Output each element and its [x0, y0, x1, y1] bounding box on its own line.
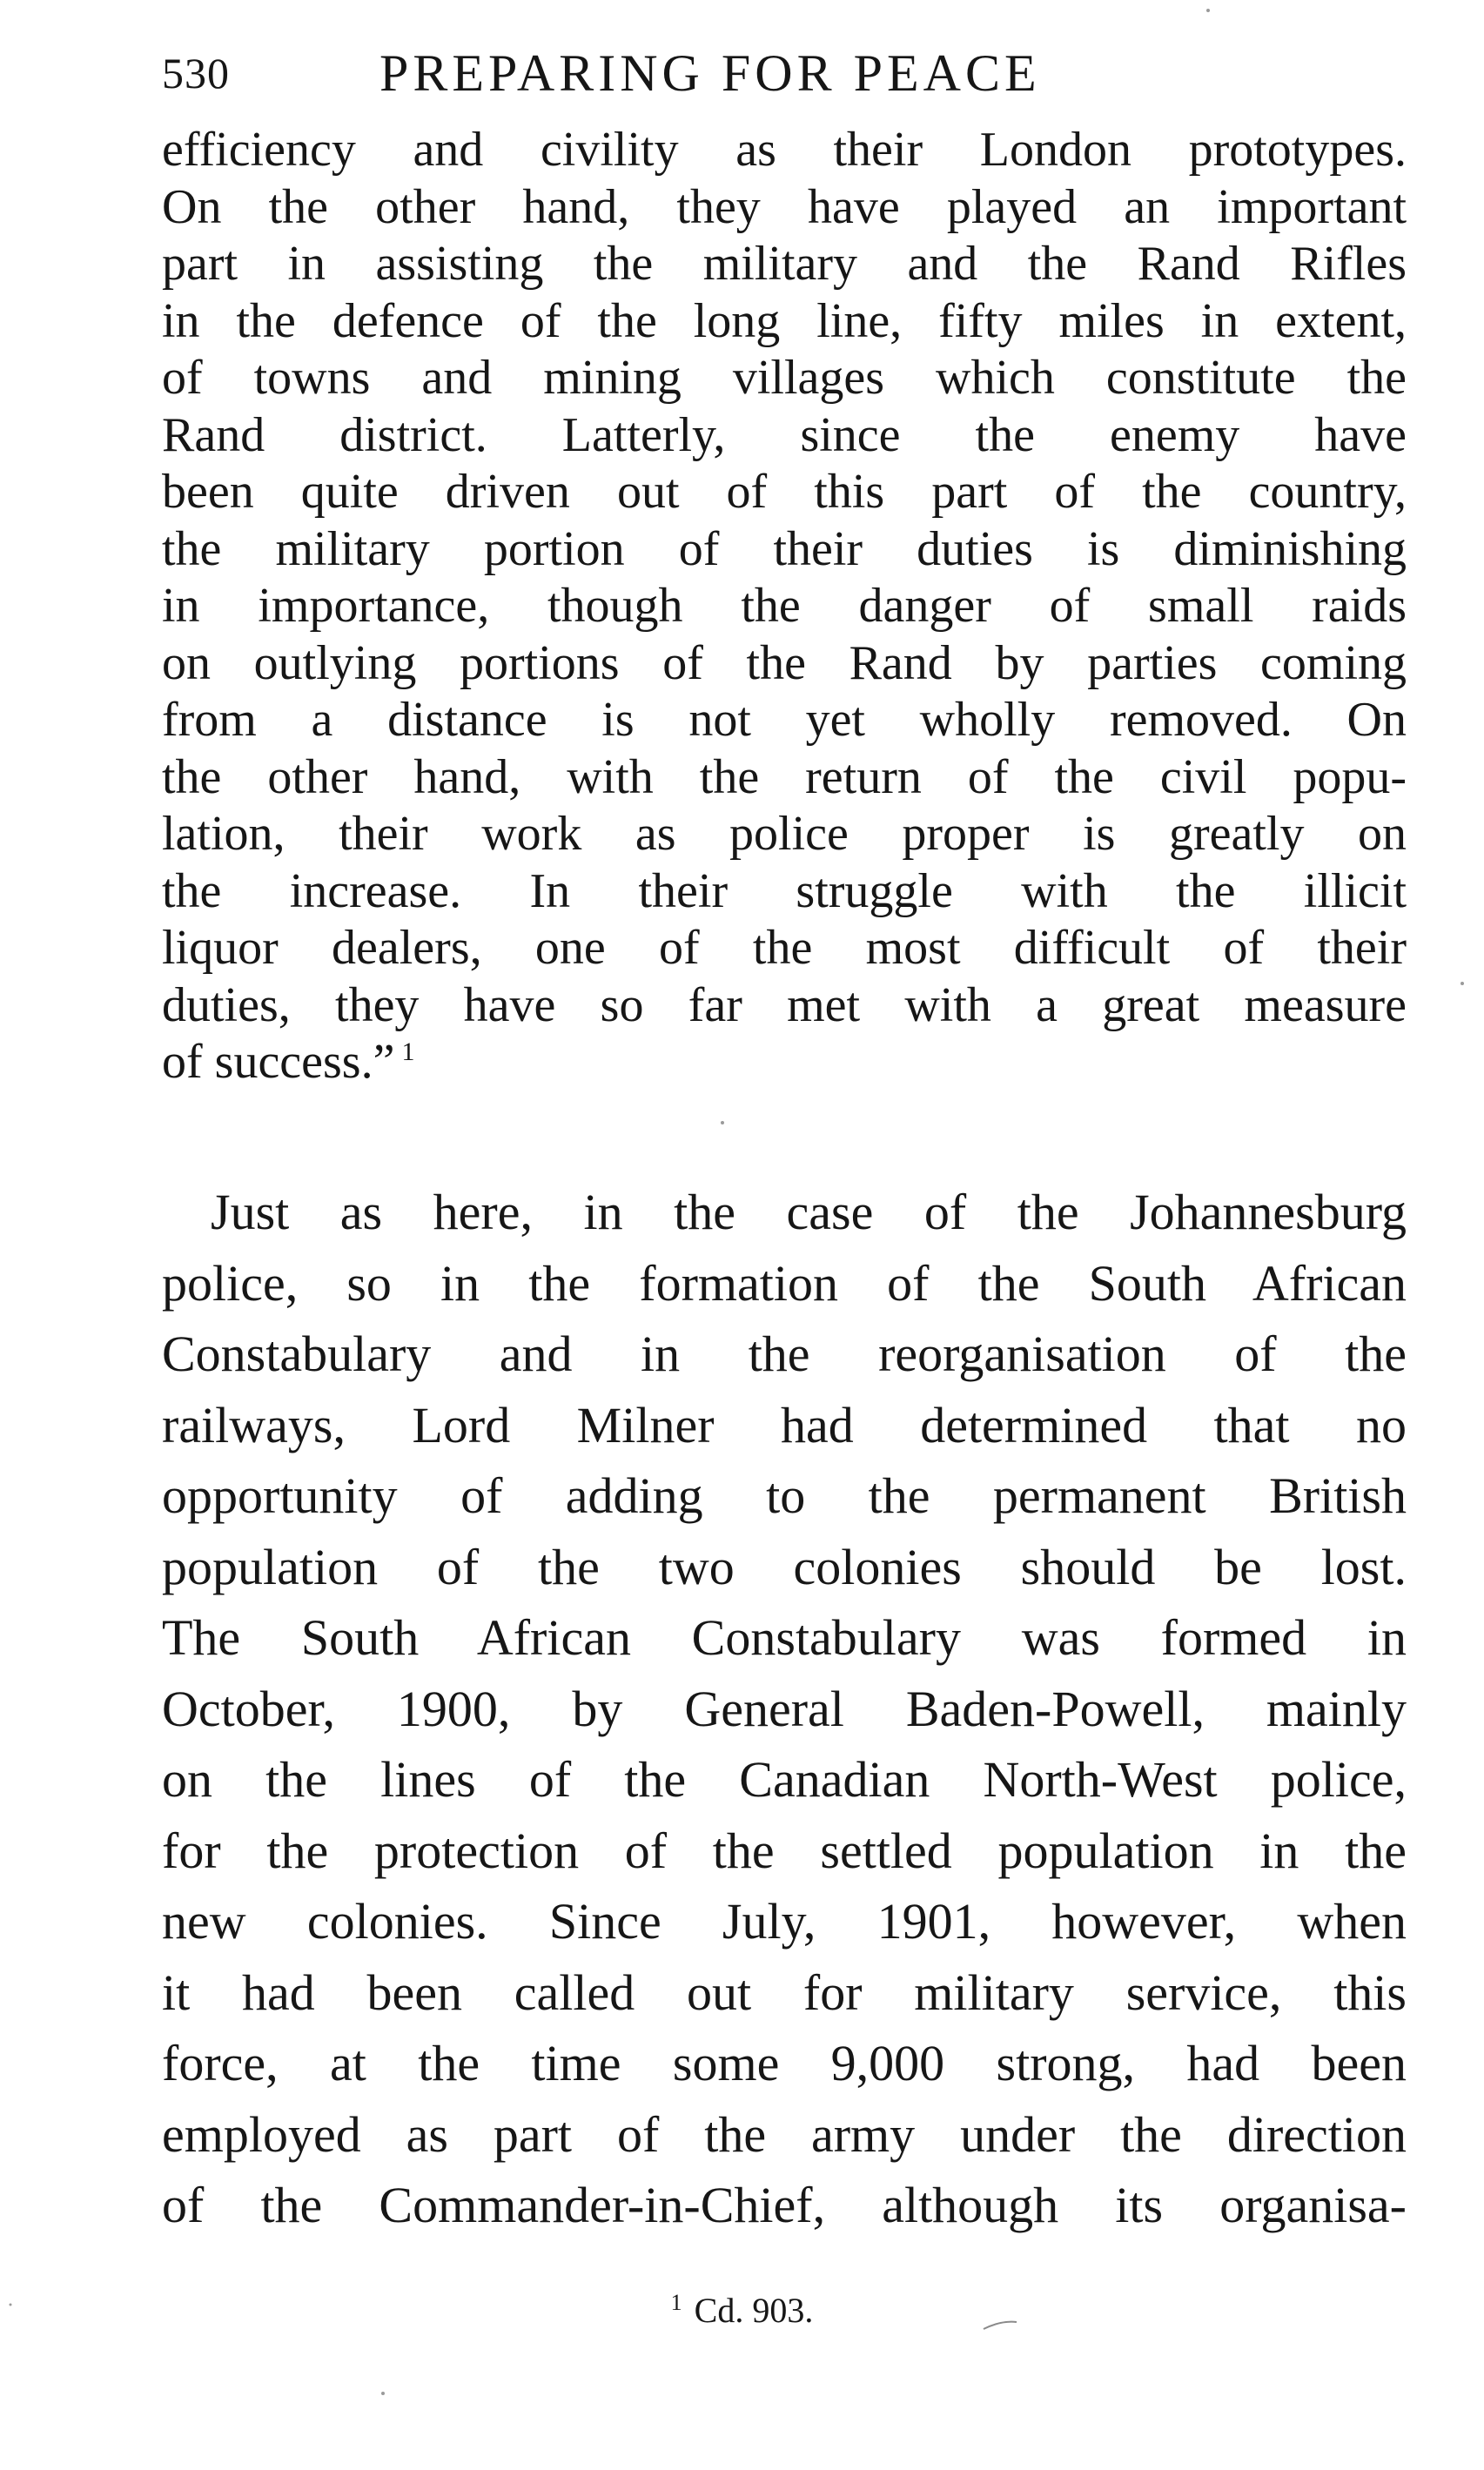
body-line: population of the two colonies should be lost. — [162, 1538, 1407, 1595]
footnote — [0, 2285, 1484, 2337]
body-line: police, so in the formation of the South African — [162, 1254, 1407, 1312]
body-line: Constabulary and in the reorganisation of the — [162, 1326, 1407, 1382]
scan-speck — [1460, 982, 1464, 985]
quote-line: in importance, though the danger of small raids — [162, 579, 1407, 633]
quote-line: liquor dealers, one of the most difficult of their — [162, 921, 1407, 975]
body-paragraph — [162, 1177, 1407, 2241]
quote-line: from a distance is not yet wholly removed. On — [162, 693, 1407, 747]
quote-line: lation, their work as police proper is greatly on — [162, 807, 1407, 861]
quote-line: duties, they have so far met with a great measure — [162, 977, 1407, 1032]
body-line: employed as part of the army under the direction — [162, 2105, 1407, 2163]
quote-line: on outlying portions of the Rand by parties coming — [162, 635, 1407, 690]
quote-line: in the defence of the long line, fifty miles in extent, — [162, 293, 1407, 348]
quote-line: been quite driven out of this part of the country, — [162, 465, 1407, 519]
footnote-reference[interactable]: 1 — [401, 1037, 415, 1067]
scan-speck — [1206, 9, 1210, 12]
scan-speck — [381, 2392, 385, 2395]
quote-line: part in assisting the military and the Rand Rifles — [162, 237, 1407, 291]
body-line: new colonies. Since July, 1901, however, when — [162, 1893, 1407, 1950]
running-title: PREPARING FOR PEACE — [379, 44, 1041, 102]
body-line: force, at the time some 9,000 strong, had been — [162, 2035, 1407, 2091]
body-line: railways, Lord Milner had determined that no — [162, 1396, 1407, 1453]
body-line: opportunity of adding to the permanent British — [162, 1467, 1407, 1524]
body-line: of the Commander-in-Chief, although its organisa- — [162, 2177, 1407, 2233]
body-line: October, 1900, by General Baden-Powell, mainly — [162, 1680, 1407, 1737]
quoted-passage — [162, 122, 1407, 1091]
scan-speck — [721, 1121, 724, 1124]
body-line: Just as here, in the case of the Johannesburg — [211, 1184, 1407, 1240]
quote-line: On the other hand, they have played an important — [162, 179, 1407, 234]
quote-last-line-text: of success.” — [162, 1035, 395, 1089]
body-line: on the lines of the Canadian North-West police, — [162, 1751, 1407, 1808]
quote-last-line — [162, 1034, 1407, 1091]
page-number: 530 — [162, 49, 230, 97]
quote-line: Rand district. Latterly, since the enemy have — [162, 407, 1407, 462]
running-head — [162, 38, 1407, 108]
quote-line: the other hand, with the return of the civil popu- — [162, 749, 1407, 804]
quote-line: of towns and mining villages which constitute the — [162, 351, 1407, 405]
quote-line: the increase. In their struggle with the illicit — [162, 863, 1407, 918]
body-line: it had been called out for military service, this — [162, 1963, 1407, 2021]
body-line: for the protection of the settled population in the — [162, 1822, 1407, 1879]
footnote-text: Cd. 903. — [694, 2291, 814, 2330]
body-line: The South African Constabulary was formed in — [162, 1609, 1407, 1666]
quote-line: the military portion of their duties is diminishing — [162, 521, 1407, 576]
quote-line: efficiency and civility as their London prototypes. — [162, 123, 1407, 177]
footnote-number: 1 — [670, 2289, 682, 2315]
